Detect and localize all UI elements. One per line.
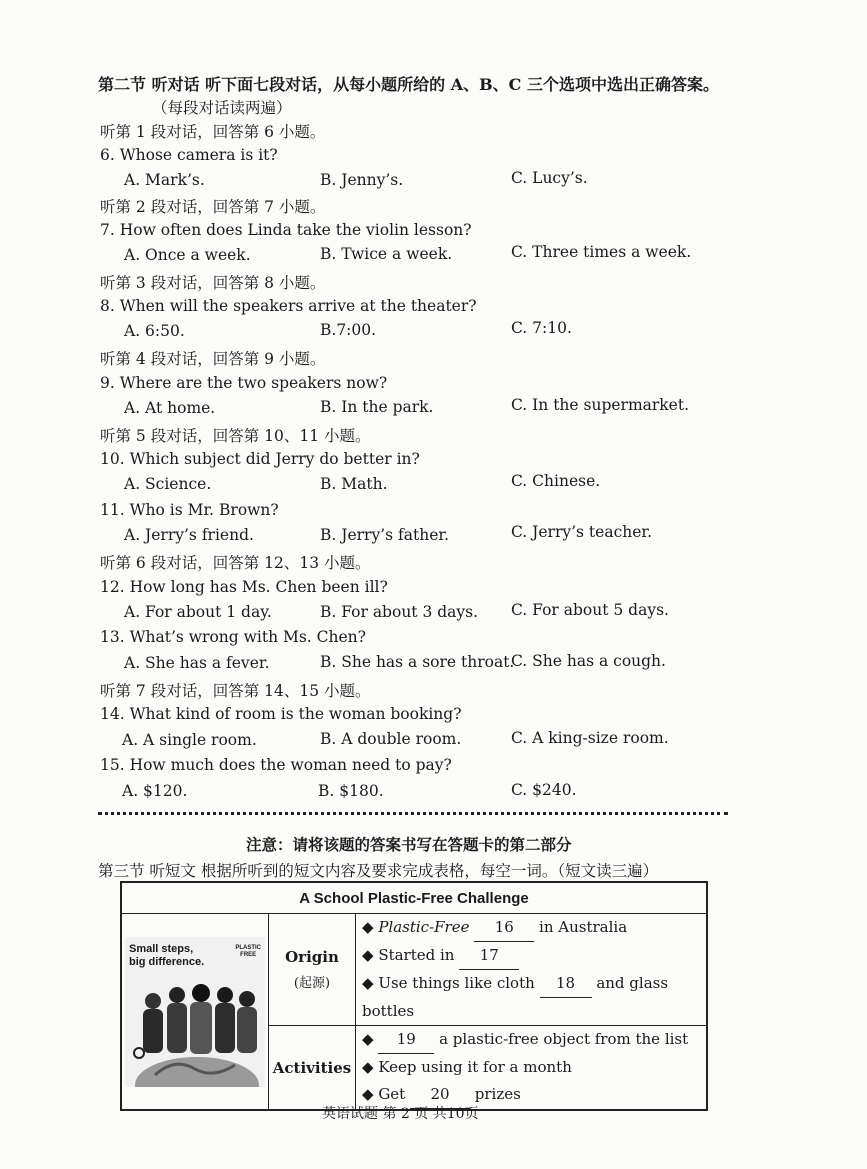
- question-text: 10. Which subject did Jerry do better in?: [100, 450, 420, 468]
- option-c: C. In the supermarket.: [511, 396, 690, 414]
- origin-label: Origin: [285, 948, 339, 966]
- activities-rows: [356, 1026, 708, 1111]
- option-c: C. Three times a week.: [511, 243, 692, 261]
- origin-sub-label: (起源): [293, 976, 331, 991]
- dialog-instruction: 听第 1 段对话，回答第 6 小题。: [100, 123, 326, 141]
- option-a: A. Jerry’s friend.: [124, 526, 254, 544]
- question-text: 12. How long has Ms. Chen been ill?: [100, 578, 388, 596]
- option-a: A. Science.: [124, 475, 212, 493]
- option-a: A. A single room.: [122, 731, 257, 749]
- section3-title: 第三节 听短文 根据所听到的短文内容及要求完成表格，每空一词。（短文读三遍）: [98, 862, 659, 880]
- option-b: B. Jerry’s father.: [320, 526, 450, 544]
- origin-rows: [356, 914, 708, 1026]
- option-a: A. For about 1 day.: [124, 603, 272, 621]
- option-c: C. Jerry’s teacher.: [511, 523, 653, 541]
- question-text: 14. What kind of room is the woman booking?: [100, 705, 462, 723]
- option-b: B. Jenny’s.: [320, 171, 404, 189]
- option-b: B. A double room.: [320, 730, 462, 748]
- option-a: A. 6:50.: [124, 322, 185, 340]
- option-b: B. Math.: [320, 475, 388, 493]
- blank-18: 18: [540, 970, 592, 998]
- section2-title: 第二节 听对话 听下面七段对话，从每小题所给的 A、B、C 三个选项中选出正确答案。: [98, 75, 719, 94]
- origin-row-3: ◆ Use things like cloth 18 and glass bottles: [362, 970, 706, 1025]
- option-c: C. 7:10.: [511, 319, 572, 337]
- question-text: 15. How much does the woman need to pay?: [100, 756, 452, 774]
- dialog-instruction: 听第 7 段对话，回答第 14、15 小题。: [100, 682, 371, 700]
- dotted-divider: [98, 812, 728, 815]
- dialog-instruction: 听第 4 段对话，回答第 9 小题。: [100, 350, 326, 368]
- option-c: C. Chinese.: [511, 472, 601, 490]
- question-text: 9. Where are the two speakers now?: [100, 374, 388, 392]
- blank-20: 20: [410, 1081, 470, 1109]
- dialog-instruction: 听第 3 段对话，回答第 8 小题。: [100, 274, 326, 292]
- origin-row-2: ◆ Started in 17: [362, 942, 706, 970]
- option-b: B. $180.: [318, 782, 384, 800]
- question-text: 13. What’s wrong with Ms. Chen?: [100, 628, 366, 646]
- challenge-table: [120, 881, 708, 1111]
- origin-label-cell: [269, 914, 356, 1026]
- poster-image: [125, 937, 265, 1087]
- activities-row-3: ◆ Get 20 prizes: [362, 1081, 706, 1109]
- poster-caption: Small steps, big difference.: [129, 942, 205, 968]
- dialog-instruction: 听第 5 段对话，回答第 10、11 小题。: [100, 427, 371, 445]
- option-b: B.7:00.: [320, 321, 377, 339]
- option-b: B. In the park.: [320, 398, 434, 416]
- option-a: A. $120.: [122, 782, 188, 800]
- option-a: A. Once a week.: [124, 246, 251, 264]
- blank-16: 16: [474, 914, 534, 942]
- option-a: A. Mark’s.: [124, 171, 205, 189]
- origin-row-1: ◆ Plastic-Free 16 in Australia: [362, 914, 706, 942]
- question-text: 7. How often does Linda take the violin lesson?: [100, 221, 472, 239]
- question-text: 8. When will the speakers arrive at the theater?: [100, 297, 477, 315]
- option-b: B. For about 3 days.: [320, 603, 479, 621]
- option-b: B. Twice a week.: [320, 245, 453, 263]
- table-title: A School Plastic-Free Challenge: [121, 882, 707, 914]
- option-a: A. She has a fever.: [124, 654, 270, 672]
- people-illustration: [125, 937, 265, 1087]
- dialog-instruction: 听第 6 段对话，回答第 12、13 小题。: [100, 554, 371, 572]
- page-footer: 英语试题 第 2 页 共10页: [322, 1106, 479, 1122]
- option-c: C. For about 5 days.: [511, 601, 669, 619]
- activities-row-1: ◆ 19 a plastic-free object from the list: [362, 1026, 706, 1054]
- dialog-instruction: 听第 2 段对话，回答第 7 小题。: [100, 198, 326, 216]
- blank-17: 17: [459, 942, 519, 970]
- poster-image-cell: [121, 914, 269, 1111]
- notice-text: 注意：请将该题的答案书写在答题卡的第二部分: [246, 835, 572, 854]
- option-c: C. Lucy’s.: [511, 169, 588, 187]
- option-c: C. A king-size room.: [511, 729, 669, 747]
- activities-row-2: ◆ Keep using it for a month: [362, 1058, 572, 1076]
- blank-19: 19: [378, 1026, 434, 1054]
- option-c: C. She has a cough.: [511, 652, 666, 670]
- activities-label: Activities: [269, 1026, 356, 1111]
- plastic-free-logo: PLASTIC FREE: [235, 944, 261, 958]
- option-c: C. $240.: [511, 781, 577, 799]
- question-text: 6. Whose camera is it?: [100, 146, 278, 164]
- question-text: 11. Who is Mr. Brown?: [100, 501, 279, 519]
- section2-note: （每段对话读两遍）: [152, 99, 292, 117]
- option-a: A. At home.: [124, 399, 216, 417]
- option-b: B. She has a sore throat.: [320, 653, 515, 671]
